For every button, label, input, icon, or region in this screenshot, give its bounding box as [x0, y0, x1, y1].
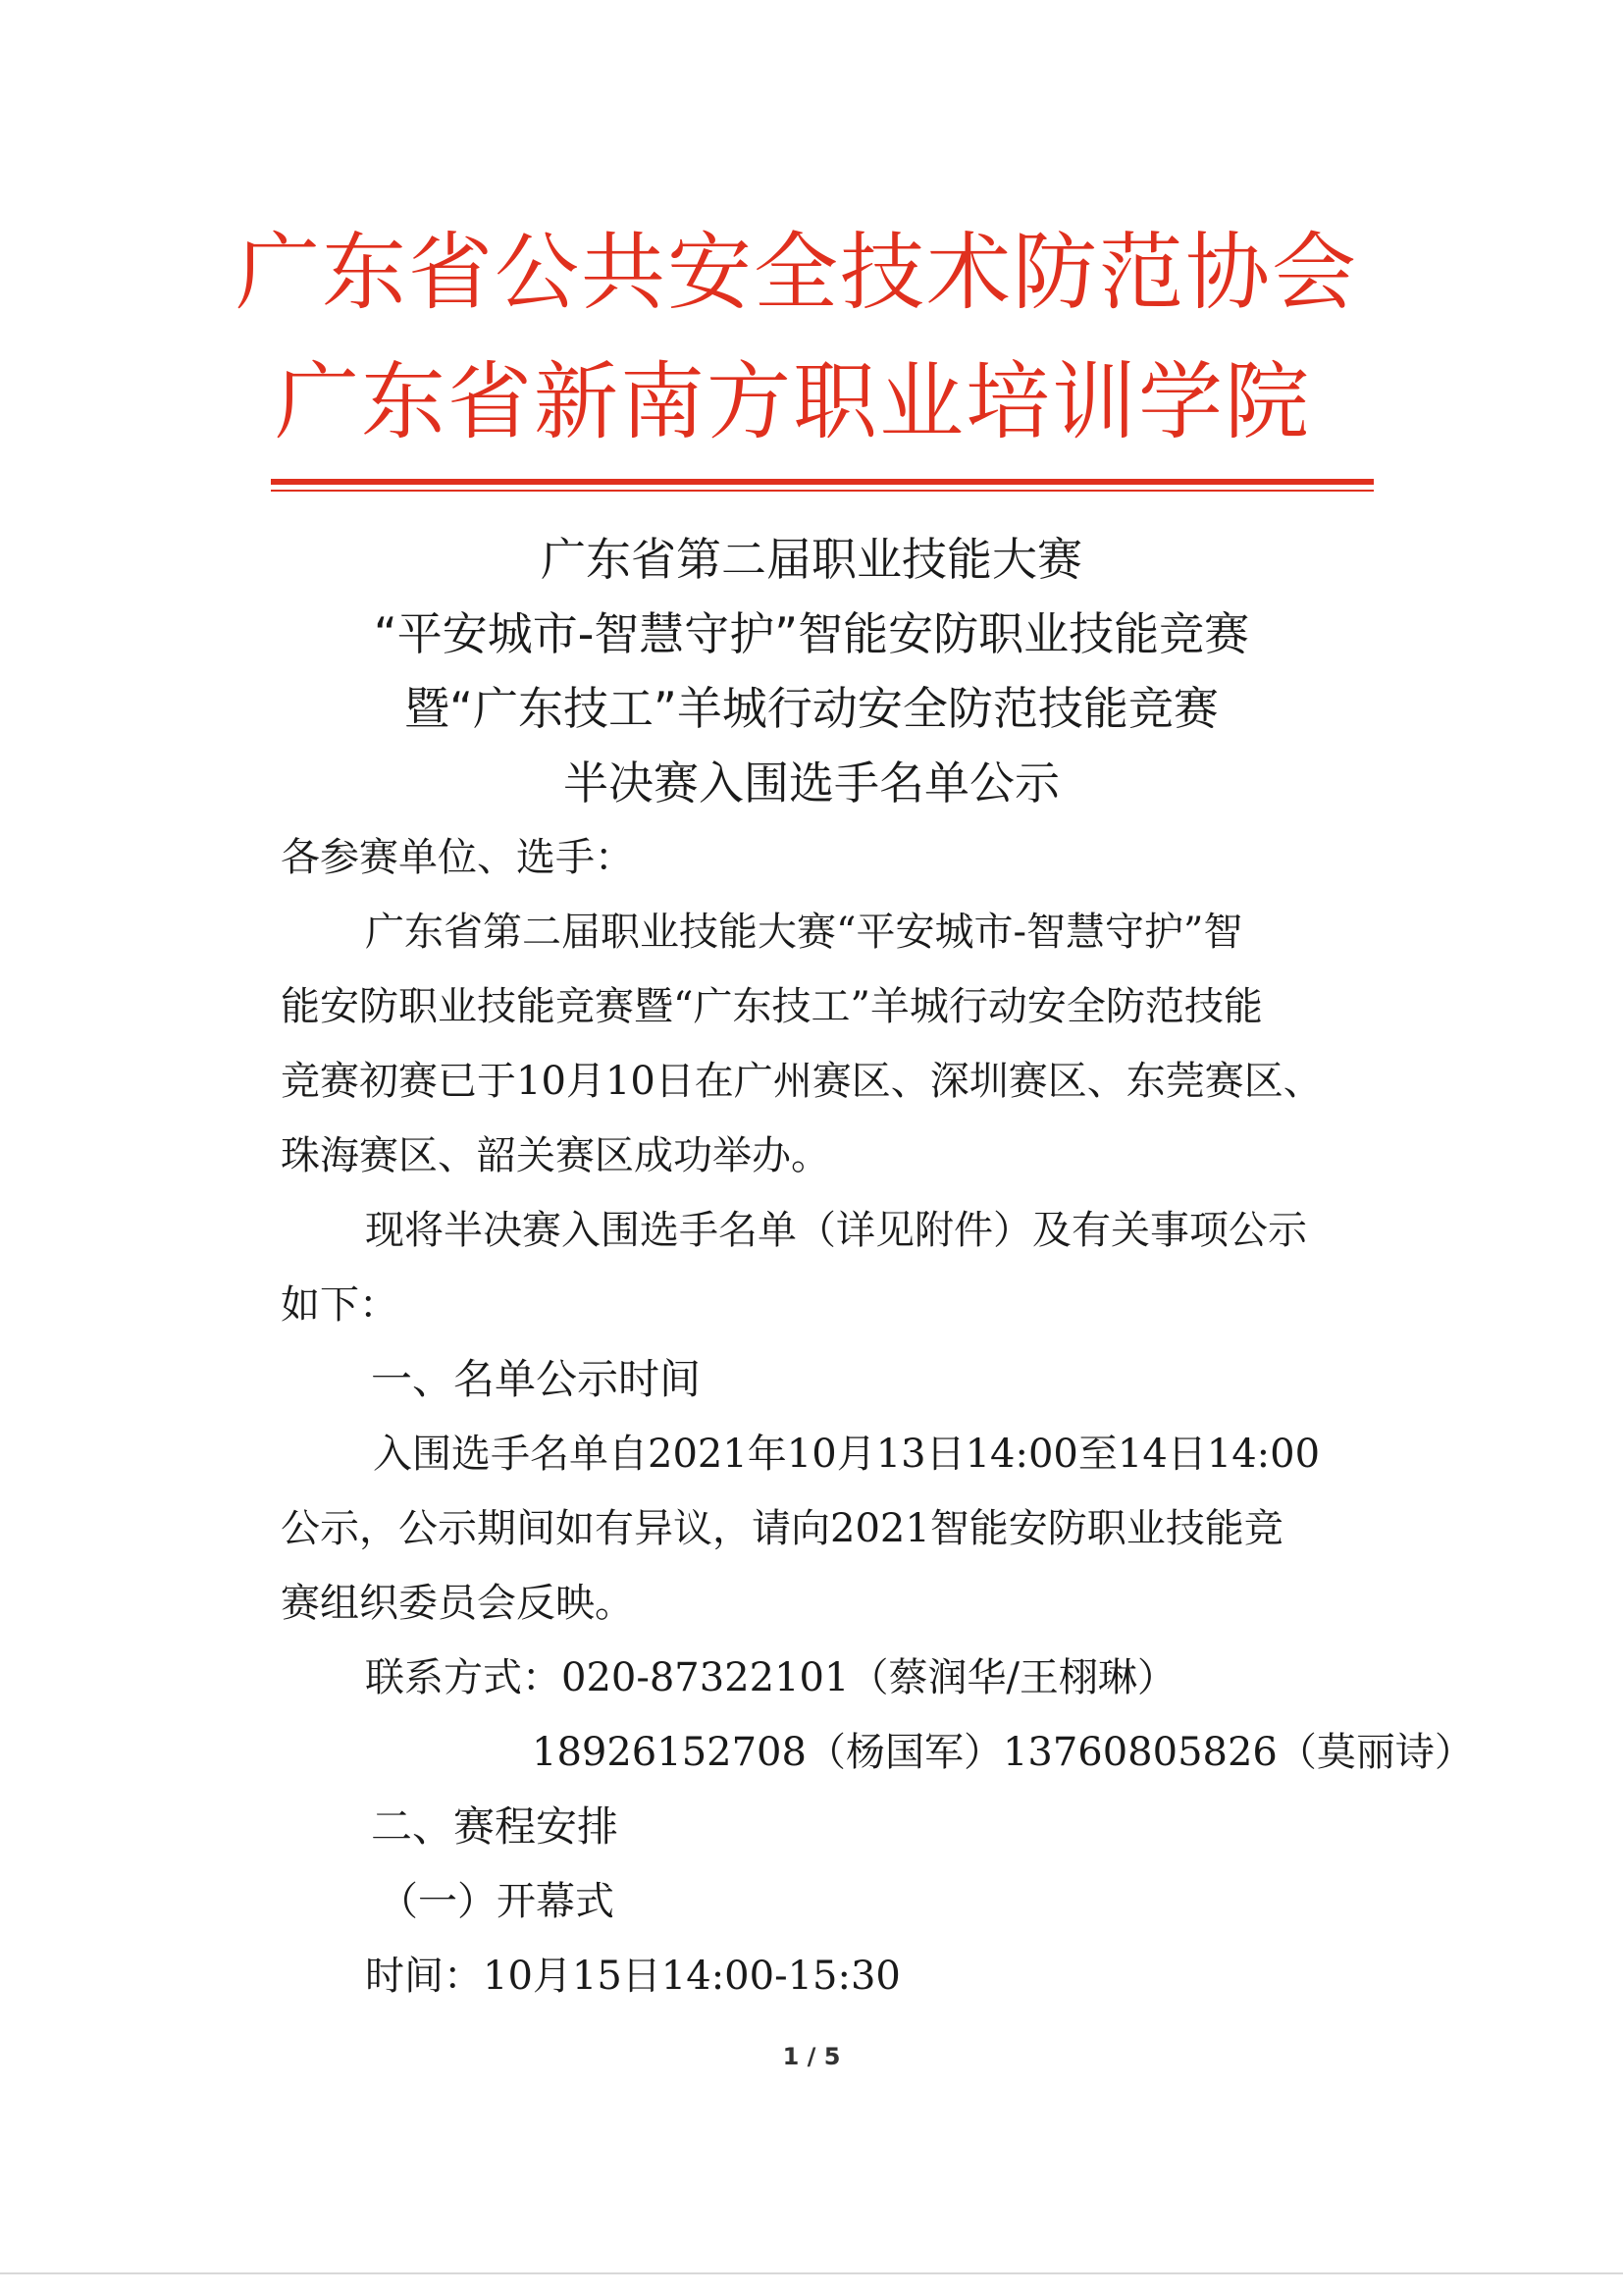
title-line-2: “平安城市-智慧守护”智能安防职业技能竞赛	[373, 607, 1250, 660]
org-name-1: 广东省公共安全技术防范协会	[236, 224, 1358, 322]
paragraph-1-line-4: 珠海赛区、韶关赛区成功举办。	[281, 1133, 830, 1178]
title-line-3: 暨“广东技工”羊城行动安全防范技能竞赛	[404, 682, 1219, 735]
paragraph-2-line-1: 现将半决赛入围选手名单（详见附件）及有关事项公示	[365, 1208, 1307, 1253]
contact-line-2: 18926152708（杨国军）13760805826（莫丽诗）	[532, 1730, 1474, 1775]
section-1-heading: 一、名单公示时间	[371, 1355, 702, 1403]
contact-line-1: 联系方式：020-87322101（蔡润华/王栩琳）	[365, 1655, 1177, 1700]
org-name-2: 广东省新南方职业培训学院	[275, 353, 1311, 451]
page-bottom-edge	[0, 2272, 1623, 2274]
paragraph-2-line-2: 如下：	[281, 1282, 398, 1328]
header-divider-thick	[271, 479, 1374, 485]
paragraph-1-line-1: 广东省第二届职业技能大赛“平安城市-智慧守护”智	[365, 910, 1243, 955]
paragraph-1-line-2: 能安防职业技能竞赛暨“广东技工”羊城行动安全防范技能	[281, 984, 1263, 1029]
section-2-heading: 二、赛程安排	[371, 1802, 619, 1851]
title-line-4: 半决赛入围选手名单公示	[563, 757, 1060, 809]
page-number: 1 / 5	[782, 2043, 841, 2070]
salutation: 各参赛单位、选手：	[281, 835, 634, 880]
subsection-1-heading: （一）开幕式	[379, 1879, 614, 1924]
header-divider-thin	[271, 490, 1374, 492]
section-1-line-1: 入围选手名单自2021年10月13日14:00至14日14:00	[373, 1432, 1321, 1477]
section-1-line-3: 赛组织委员会反映。	[281, 1581, 634, 1626]
schedule-time: 时间：10月15日14:00-15:30	[365, 1954, 901, 1999]
paragraph-1-line-3: 竞赛初赛已于10月10日在广州赛区、深圳赛区、东莞赛区、	[281, 1059, 1323, 1104]
title-line-1: 广东省第二届职业技能大赛	[541, 533, 1082, 586]
section-1-line-2: 公示，公示期间如有异议，请向2021智能安防职业技能竞	[281, 1506, 1283, 1551]
